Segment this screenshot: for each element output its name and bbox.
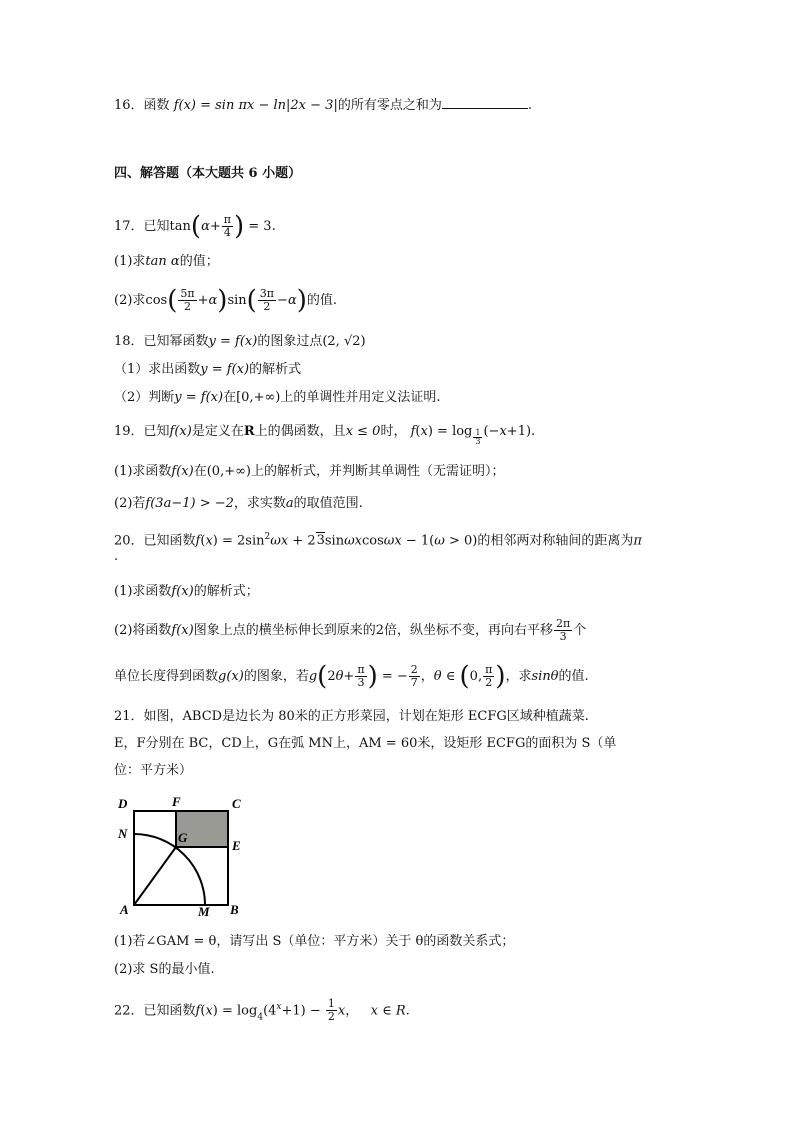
label-f: F — [172, 794, 181, 809]
q16-formula: f(x) = sin πx − ln|2x − 3| — [173, 98, 338, 113]
label-e: E — [232, 838, 241, 853]
question-22: 22．已知函数$f(x) = \log_4(4^x+1)$ − $\frac{1}{2}$ x， x ∈ R. — [114, 997, 410, 1024]
q20-dot: . — [114, 549, 119, 564]
question-16: 16．函数 f(x) = sin πx − ln|2x − 3|的所有零点之和为 . — [114, 98, 532, 113]
question-21-line2: E，F分别在 BC，CD上，G在弧 MN上，AM = 60米，设矩形 ECFG的面积为 S（单 — [114, 736, 617, 751]
segment-ag — [134, 847, 176, 905]
question-17: 17．已知tan(α+ $\frac{\pi}{4}$ ) = 3. — [114, 211, 276, 242]
q20-part1: (1)求函数f(x)的解析式； — [114, 584, 259, 599]
label-n: N — [118, 826, 128, 841]
q20-line3: 单位长度得到函数g(x)的图象，若g(2θ+ $\frac{\pi}{3}$ ) = − $\frac{2}{7}$ ，θ ∈ (0, $\frac{\pi}{2}$ )，求sinθ的值. — [114, 661, 589, 692]
q18-part1: （1）求出函数y = f(x)的解析式 — [114, 362, 302, 377]
geometry-figure — [114, 792, 254, 922]
label-d: D — [118, 796, 128, 811]
label-m: M — [198, 904, 210, 919]
question-21-line3: 位：平方米） — [114, 763, 193, 778]
q20-part2: (2)将函数f(x)图象上点的横坐标伸长到原来的2倍，纵坐标不变，再向右平移 $\frac{2\pi}{3}$ 个 — [114, 617, 587, 643]
q18-part2: （2）判断y = f(x)在[0,+∞)上的单调性并用定义法证明. — [114, 390, 441, 405]
section-title: 四、解答题（本大题共 6 小题） — [114, 166, 302, 181]
label-c: C — [232, 796, 241, 811]
q17-part1: (1)求tan α的值； — [114, 254, 219, 269]
question-20: 20．已知函数$f(x) = 2\sin^2\omega x + 23\sin\omega xcos\omega x - 1(\omega > 0)$的相邻两对称轴间的距离为π — [114, 532, 642, 549]
label-a: A — [120, 902, 129, 917]
question-19: 19．已知f(x)是定义在R上的偶函数，且x ≤ 0时， f(x) = log $_{\frac{1}{3}}$ (−x+1). — [114, 424, 536, 446]
q19-part1: (1)求函数f(x)在(0,+∞)上的解析式，并判断其单调性（无需证明）； — [114, 464, 505, 479]
q19-part2: (2)若f(3a−1) > −2，求实数a的取值范围. — [114, 496, 363, 511]
label-g: G — [178, 830, 188, 845]
question-18: 18．已知幂函数y = f(x)的图象过点(2, √2) — [114, 334, 366, 349]
q21-part1: (1)若∠GAM = θ，请写出 S（单位：平方米）关于 θ的函数关系式； — [114, 934, 515, 949]
label-b: B — [230, 902, 239, 917]
q21-part2: (2)求 S的最小值. — [114, 962, 215, 977]
answer-blank — [442, 96, 528, 109]
question-21-line1: 21．如图，ABCD是边长为 80米的正方形菜园，计划在矩形 ECFG区域种植蔬菜. — [114, 709, 589, 724]
q17-part2: (2)求cos( $\frac{5\pi}{2}$ +α)sin( $\frac{3\pi}{2}$ −α)的值. — [114, 285, 338, 316]
